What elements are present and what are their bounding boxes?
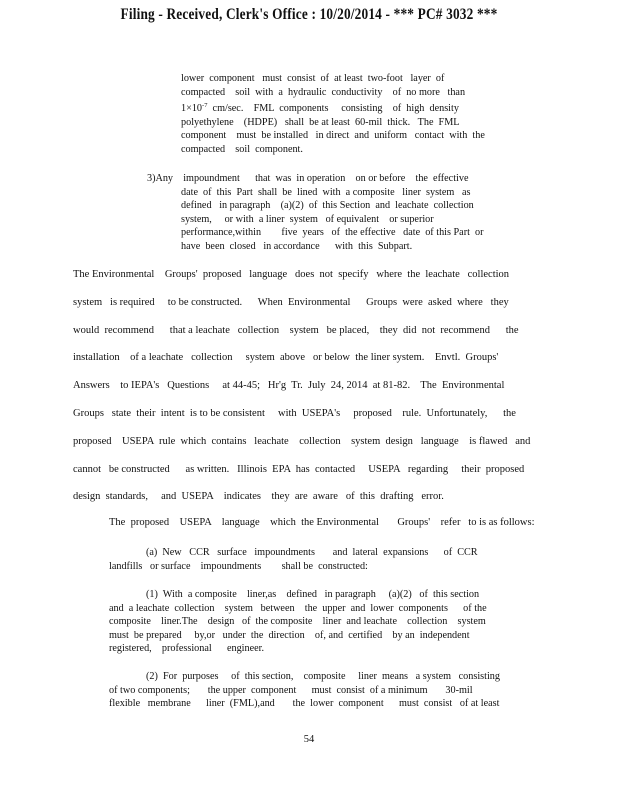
quote-line: compacted soil component. xyxy=(181,143,303,155)
item-3-continuation xyxy=(181,186,484,254)
item-line: system, or with a liner system of equivalent or superior xyxy=(181,213,434,225)
quote-line xyxy=(181,99,485,116)
intro-text: The proposed USEPA language which the Environmental Groups' refer to is as follows: xyxy=(109,517,535,528)
quote-line: flexible membrane liner (FML),and the lower component must consist of at least xyxy=(109,698,500,710)
item-line: date of this Part shall be lined with a composite liner system as xyxy=(181,186,471,198)
filing-header: Filing - Received, Clerk's Office : 10/20/2014 - *** PC# 3032 *** xyxy=(120,6,498,23)
quote-line: compacted soil with a hydraulic conductivity of no more than xyxy=(181,86,466,98)
quote-line: composite liner.The design of the composite liner and leachate collection system xyxy=(109,616,486,628)
quote-line: lower component must consist of at least two-foot layer of xyxy=(181,73,445,84)
quote-top-block xyxy=(181,72,485,157)
body-line: would recommend that a leachate collection system be placed, they did not recommend the xyxy=(73,324,519,336)
quote-line: and a leachate collection system between the upper and lower components of the xyxy=(109,602,487,614)
conductivity-base: 1×10 xyxy=(181,103,203,115)
page-number: 54 xyxy=(303,734,315,745)
quote-line: of two components; the upper component must consist of a minimum 30-mil xyxy=(109,684,473,696)
body-line: installation of a leachate collection system above or below the liner system. Envtl. Groups' xyxy=(73,352,499,364)
body-line: system is required to be constructed. When Environmental Groups were asked where they xyxy=(73,296,509,308)
item-line: have been closed in accordance with this Subpart. xyxy=(181,240,413,252)
body-line: The Environmental Groups' proposed language does not specify where the leachate collection xyxy=(73,269,510,280)
conductivity-exponent: -7 xyxy=(202,102,208,110)
quote-line: must be prepared by,or under the direction of, and certified by an independent xyxy=(109,629,470,641)
conductivity-rest: cm/sec. FML components consisting of high density xyxy=(207,103,459,115)
quote-line: registered, professional engineer. xyxy=(109,643,265,655)
body-line: design standards, and USEPA indicates they are aware of this drafting error. xyxy=(73,491,444,503)
quote-line: landfills or surface impoundments shall be constructed: xyxy=(109,560,368,572)
item-line: 3)Any impoundment that was in operation on or before the effective xyxy=(147,173,469,184)
body-paragraph xyxy=(73,261,533,511)
body-line: cannot be constructed as written. Illinois EPA has contacted USEPA regarding their proposed xyxy=(73,463,525,475)
body-line: Answers to IEPA's Questions at 44-45; Hr'g Tr. July 24, 2014 at 81-82. The Environmental xyxy=(73,380,505,392)
quote-line: (1) With a composite liner,as defined in paragraph (a)(2) of this section xyxy=(146,589,480,600)
quote-2-block xyxy=(109,670,500,711)
quote-line: (a) New CCR surface impoundments and lateral expansions of CCR xyxy=(146,547,478,558)
quote-line: (2) For purposes of this section, composite liner means a system consisting xyxy=(146,671,500,682)
body-line: proposed USEPA rule which contains leachate collection system design language is flawed and xyxy=(73,435,531,447)
quote-a-block xyxy=(109,546,478,573)
quote-line: polyethylene (HDPE) shall be at least 60-mil thick. The FML xyxy=(181,116,460,128)
item-3-block xyxy=(147,172,468,186)
quote-1-block xyxy=(109,588,487,656)
intro-line xyxy=(109,516,535,530)
quote-line: component must be installed in direct and uniform contact with the xyxy=(181,130,485,142)
item-line: performance,within five years of the effective date of this Part or xyxy=(181,227,484,239)
body-line: Groups state their intent is to be consistent with USEPA's proposed rule. Unfortunately, the xyxy=(73,407,516,419)
item-line: defined in paragraph (a)(2) of this Section and leachate collection xyxy=(181,200,474,212)
